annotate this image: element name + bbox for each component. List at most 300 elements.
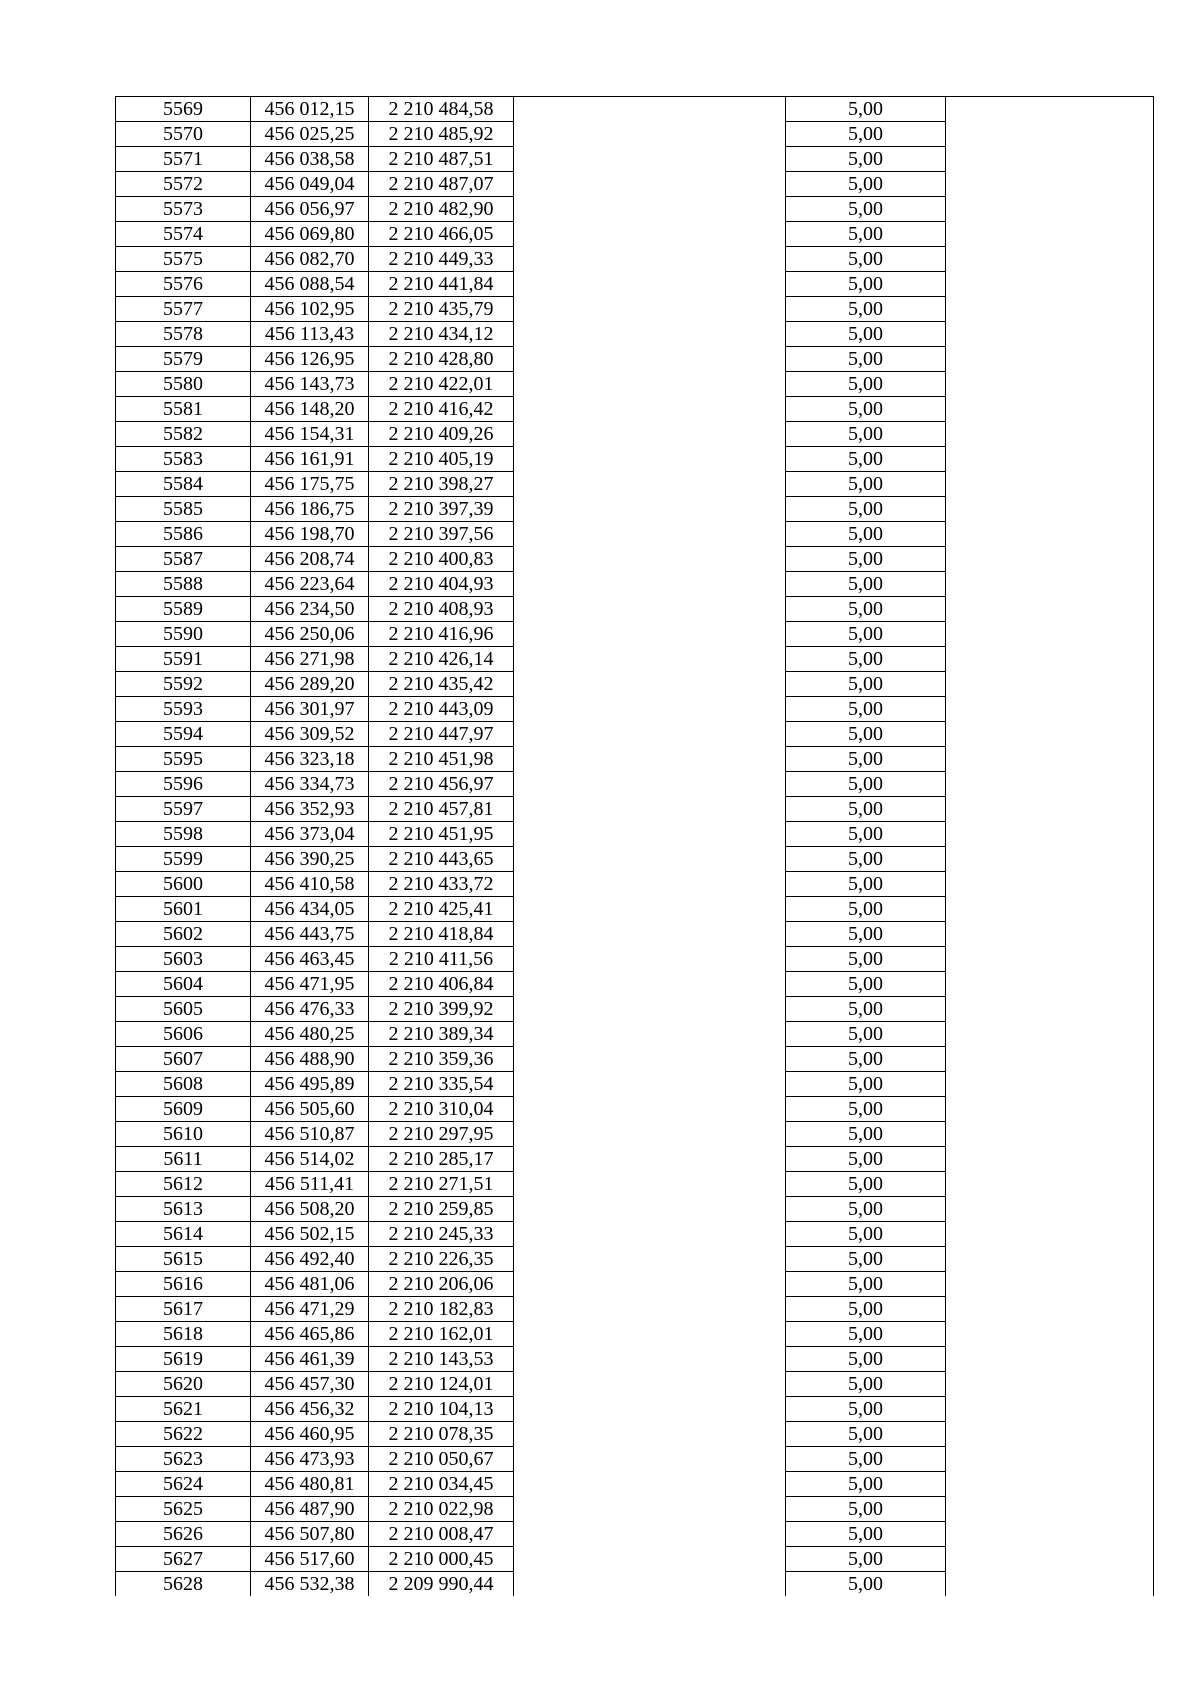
value-cell: 5,00 <box>786 472 946 497</box>
empty-cell <box>946 372 1154 397</box>
point-number-cell: 5575 <box>116 247 251 272</box>
x-coordinate-cell: 456 481,06 <box>251 1272 369 1297</box>
value-cell: 5,00 <box>786 422 946 447</box>
value-cell: 5,00 <box>786 747 946 772</box>
empty-cell <box>946 522 1154 547</box>
y-coordinate-cell: 2 210 449,33 <box>369 247 514 272</box>
point-number-cell: 5624 <box>116 1472 251 1497</box>
empty-cell <box>946 1397 1154 1422</box>
value-cell: 5,00 <box>786 172 946 197</box>
table-row <box>116 622 1154 647</box>
table-row <box>116 522 1154 547</box>
y-coordinate-cell: 2 210 451,98 <box>369 747 514 772</box>
table-row <box>116 597 1154 622</box>
value-cell: 5,00 <box>786 272 946 297</box>
table-row <box>116 447 1154 472</box>
empty-cell <box>514 572 786 597</box>
y-coordinate-cell: 2 210 405,19 <box>369 447 514 472</box>
empty-cell <box>514 122 786 147</box>
x-coordinate-cell: 456 457,30 <box>251 1372 369 1397</box>
y-coordinate-cell: 2 210 182,83 <box>369 1297 514 1322</box>
empty-cell <box>514 347 786 372</box>
table-row <box>116 572 1154 597</box>
point-number-cell: 5597 <box>116 797 251 822</box>
y-coordinate-cell: 2 210 104,13 <box>369 1397 514 1422</box>
table-row <box>116 1072 1154 1097</box>
x-coordinate-cell: 456 510,87 <box>251 1122 369 1147</box>
empty-cell <box>514 247 786 272</box>
x-coordinate-cell: 456 154,31 <box>251 422 369 447</box>
point-number-cell: 5591 <box>116 647 251 672</box>
empty-cell <box>514 1322 786 1347</box>
x-coordinate-cell: 456 460,95 <box>251 1422 369 1447</box>
point-number-cell: 5576 <box>116 272 251 297</box>
table-row <box>116 372 1154 397</box>
empty-cell <box>946 1572 1154 1597</box>
empty-cell <box>946 1172 1154 1197</box>
table-row <box>116 647 1154 672</box>
empty-cell <box>946 1222 1154 1247</box>
table-row <box>116 672 1154 697</box>
empty-cell <box>514 1347 786 1372</box>
x-coordinate-cell: 456 250,06 <box>251 622 369 647</box>
x-coordinate-cell: 456 082,70 <box>251 247 369 272</box>
table-row <box>116 897 1154 922</box>
point-number-cell: 5580 <box>116 372 251 397</box>
x-coordinate-cell: 456 126,95 <box>251 347 369 372</box>
empty-cell <box>946 1197 1154 1222</box>
empty-cell <box>946 197 1154 222</box>
x-coordinate-cell: 456 186,75 <box>251 497 369 522</box>
empty-cell <box>946 1547 1154 1572</box>
value-cell: 5,00 <box>786 1447 946 1472</box>
empty-cell <box>946 347 1154 372</box>
empty-cell <box>514 372 786 397</box>
empty-cell <box>514 497 786 522</box>
x-coordinate-cell: 456 507,80 <box>251 1522 369 1547</box>
empty-cell <box>946 672 1154 697</box>
empty-cell <box>514 1422 786 1447</box>
point-number-cell: 5585 <box>116 497 251 522</box>
y-coordinate-cell: 2 210 466,05 <box>369 222 514 247</box>
coordinates-table-body <box>116 97 1154 1597</box>
empty-cell <box>514 1272 786 1297</box>
point-number-cell: 5584 <box>116 472 251 497</box>
point-number-cell: 5600 <box>116 872 251 897</box>
value-cell: 5,00 <box>786 897 946 922</box>
empty-cell <box>946 1122 1154 1147</box>
y-coordinate-cell: 2 210 457,81 <box>369 797 514 822</box>
empty-cell <box>514 1472 786 1497</box>
x-coordinate-cell: 456 289,20 <box>251 672 369 697</box>
table-row <box>116 1047 1154 1072</box>
y-coordinate-cell: 2 210 482,90 <box>369 197 514 222</box>
value-cell: 5,00 <box>786 247 946 272</box>
value-cell: 5,00 <box>786 1272 946 1297</box>
y-coordinate-cell: 2 210 389,34 <box>369 1022 514 1047</box>
point-number-cell: 5569 <box>116 97 251 122</box>
point-number-cell: 5586 <box>116 522 251 547</box>
value-cell: 5,00 <box>786 772 946 797</box>
empty-cell <box>946 1097 1154 1122</box>
y-coordinate-cell: 2 210 008,47 <box>369 1522 514 1547</box>
value-cell: 5,00 <box>786 522 946 547</box>
x-coordinate-cell: 456 461,39 <box>251 1347 369 1372</box>
point-number-cell: 5602 <box>116 922 251 947</box>
empty-cell <box>514 997 786 1022</box>
point-number-cell: 5615 <box>116 1247 251 1272</box>
x-coordinate-cell: 456 456,32 <box>251 1397 369 1422</box>
empty-cell <box>514 972 786 997</box>
y-coordinate-cell: 2 210 487,07 <box>369 172 514 197</box>
empty-cell <box>514 547 786 572</box>
x-coordinate-cell: 456 175,75 <box>251 472 369 497</box>
point-number-cell: 5605 <box>116 997 251 1022</box>
x-coordinate-cell: 456 198,70 <box>251 522 369 547</box>
table-row <box>116 997 1154 1022</box>
table-row <box>116 922 1154 947</box>
point-number-cell: 5608 <box>116 1072 251 1097</box>
empty-cell <box>946 822 1154 847</box>
x-coordinate-cell: 456 505,60 <box>251 1097 369 1122</box>
empty-cell <box>514 1572 786 1597</box>
value-cell: 5,00 <box>786 847 946 872</box>
empty-cell <box>514 422 786 447</box>
table-row <box>116 1547 1154 1572</box>
empty-cell <box>514 297 786 322</box>
x-coordinate-cell: 456 488,90 <box>251 1047 369 1072</box>
table-row <box>116 347 1154 372</box>
x-coordinate-cell: 456 161,91 <box>251 447 369 472</box>
value-cell: 5,00 <box>786 1572 946 1597</box>
point-number-cell: 5581 <box>116 397 251 422</box>
point-number-cell: 5628 <box>116 1572 251 1597</box>
point-number-cell: 5610 <box>116 1122 251 1147</box>
table-row <box>116 97 1154 122</box>
value-cell: 5,00 <box>786 1147 946 1172</box>
y-coordinate-cell: 2 210 124,01 <box>369 1372 514 1397</box>
table-row <box>116 147 1154 172</box>
empty-cell <box>514 947 786 972</box>
value-cell: 5,00 <box>786 647 946 672</box>
value-cell: 5,00 <box>786 1172 946 1197</box>
y-coordinate-cell: 2 210 425,41 <box>369 897 514 922</box>
point-number-cell: 5594 <box>116 722 251 747</box>
empty-cell <box>514 672 786 697</box>
x-coordinate-cell: 456 473,93 <box>251 1447 369 1472</box>
y-coordinate-cell: 2 210 359,36 <box>369 1047 514 1072</box>
value-cell: 5,00 <box>786 1122 946 1147</box>
table-row <box>116 297 1154 322</box>
x-coordinate-cell: 456 476,33 <box>251 997 369 1022</box>
empty-cell <box>514 522 786 547</box>
empty-cell <box>946 97 1154 122</box>
value-cell: 5,00 <box>786 1397 946 1422</box>
point-number-cell: 5616 <box>116 1272 251 1297</box>
y-coordinate-cell: 2 210 456,97 <box>369 772 514 797</box>
empty-cell <box>514 622 786 647</box>
value-cell: 5,00 <box>786 447 946 472</box>
table-row <box>116 1522 1154 1547</box>
point-number-cell: 5587 <box>116 547 251 572</box>
table-row <box>116 472 1154 497</box>
table-row <box>116 1022 1154 1047</box>
value-cell: 5,00 <box>786 397 946 422</box>
y-coordinate-cell: 2 210 443,09 <box>369 697 514 722</box>
empty-cell <box>946 1422 1154 1447</box>
value-cell: 5,00 <box>786 222 946 247</box>
empty-cell <box>946 647 1154 672</box>
y-coordinate-cell: 2 210 487,51 <box>369 147 514 172</box>
point-number-cell: 5589 <box>116 597 251 622</box>
y-coordinate-cell: 2 210 397,56 <box>369 522 514 547</box>
y-coordinate-cell: 2 210 162,01 <box>369 1322 514 1347</box>
empty-cell <box>514 1297 786 1322</box>
empty-cell <box>514 1047 786 1072</box>
x-coordinate-cell: 456 056,97 <box>251 197 369 222</box>
table-row <box>116 1097 1154 1122</box>
x-coordinate-cell: 456 038,58 <box>251 147 369 172</box>
x-coordinate-cell: 456 334,73 <box>251 772 369 797</box>
value-cell: 5,00 <box>786 997 946 1022</box>
empty-cell <box>514 647 786 672</box>
table-row <box>116 397 1154 422</box>
table-row <box>116 1422 1154 1447</box>
value-cell: 5,00 <box>786 1047 946 1072</box>
empty-cell <box>946 172 1154 197</box>
table-row <box>116 222 1154 247</box>
point-number-cell: 5619 <box>116 1347 251 1372</box>
table-row <box>116 1347 1154 1372</box>
y-coordinate-cell: 2 210 285,17 <box>369 1147 514 1172</box>
empty-cell <box>946 1497 1154 1522</box>
table-row <box>116 1297 1154 1322</box>
x-coordinate-cell: 456 480,25 <box>251 1022 369 1047</box>
value-cell: 5,00 <box>786 797 946 822</box>
x-coordinate-cell: 456 465,86 <box>251 1322 369 1347</box>
point-number-cell: 5595 <box>116 747 251 772</box>
table-row <box>116 822 1154 847</box>
y-coordinate-cell: 2 210 418,84 <box>369 922 514 947</box>
y-coordinate-cell: 2 210 297,95 <box>369 1122 514 1147</box>
x-coordinate-cell: 456 323,18 <box>251 747 369 772</box>
empty-cell <box>946 772 1154 797</box>
empty-cell <box>946 1022 1154 1047</box>
value-cell: 5,00 <box>786 872 946 897</box>
value-cell: 5,00 <box>786 197 946 222</box>
value-cell: 5,00 <box>786 947 946 972</box>
table-row <box>116 747 1154 772</box>
empty-cell <box>946 1272 1154 1297</box>
x-coordinate-cell: 456 234,50 <box>251 597 369 622</box>
point-number-cell: 5625 <box>116 1497 251 1522</box>
table-row <box>116 1122 1154 1147</box>
value-cell: 5,00 <box>786 297 946 322</box>
table-row <box>116 322 1154 347</box>
value-cell: 5,00 <box>786 1372 946 1397</box>
value-cell: 5,00 <box>786 1497 946 1522</box>
empty-cell <box>514 1372 786 1397</box>
empty-cell <box>514 1097 786 1122</box>
y-coordinate-cell: 2 210 434,12 <box>369 322 514 347</box>
empty-cell <box>946 222 1154 247</box>
point-number-cell: 5578 <box>116 322 251 347</box>
point-number-cell: 5617 <box>116 1297 251 1322</box>
value-cell: 5,00 <box>786 1097 946 1122</box>
x-coordinate-cell: 456 511,41 <box>251 1172 369 1197</box>
table-row <box>116 1372 1154 1397</box>
empty-cell <box>946 1472 1154 1497</box>
value-cell: 5,00 <box>786 1222 946 1247</box>
x-coordinate-cell: 456 208,74 <box>251 547 369 572</box>
table-row <box>116 1497 1154 1522</box>
empty-cell <box>946 847 1154 872</box>
empty-cell <box>946 322 1154 347</box>
empty-cell <box>514 147 786 172</box>
table-row <box>116 1572 1154 1597</box>
empty-cell <box>946 247 1154 272</box>
point-number-cell: 5603 <box>116 947 251 972</box>
empty-cell <box>514 747 786 772</box>
x-coordinate-cell: 456 271,98 <box>251 647 369 672</box>
y-coordinate-cell: 2 210 441,84 <box>369 272 514 297</box>
y-coordinate-cell: 2 210 335,54 <box>369 1072 514 1097</box>
empty-cell <box>946 272 1154 297</box>
table-row <box>116 272 1154 297</box>
value-cell: 5,00 <box>786 972 946 997</box>
y-coordinate-cell: 2 210 443,65 <box>369 847 514 872</box>
empty-cell <box>946 897 1154 922</box>
x-coordinate-cell: 456 502,15 <box>251 1222 369 1247</box>
table-row <box>116 1472 1154 1497</box>
x-coordinate-cell: 456 223,64 <box>251 572 369 597</box>
y-coordinate-cell: 2 210 433,72 <box>369 872 514 897</box>
empty-cell <box>514 222 786 247</box>
point-number-cell: 5570 <box>116 122 251 147</box>
value-cell: 5,00 <box>786 722 946 747</box>
empty-cell <box>946 422 1154 447</box>
empty-cell <box>514 1222 786 1247</box>
y-coordinate-cell: 2 210 271,51 <box>369 1172 514 1197</box>
y-coordinate-cell: 2 209 990,44 <box>369 1572 514 1597</box>
empty-cell <box>946 397 1154 422</box>
empty-cell <box>946 1247 1154 1272</box>
table-row <box>116 1322 1154 1347</box>
y-coordinate-cell: 2 210 310,04 <box>369 1097 514 1122</box>
point-number-cell: 5590 <box>116 622 251 647</box>
empty-cell <box>514 397 786 422</box>
empty-cell <box>946 597 1154 622</box>
point-number-cell: 5621 <box>116 1397 251 1422</box>
empty-cell <box>514 1247 786 1272</box>
point-number-cell: 5612 <box>116 1172 251 1197</box>
point-number-cell: 5574 <box>116 222 251 247</box>
empty-cell <box>946 1372 1154 1397</box>
value-cell: 5,00 <box>786 372 946 397</box>
table-row <box>116 797 1154 822</box>
point-number-cell: 5620 <box>116 1372 251 1397</box>
value-cell: 5,00 <box>786 1547 946 1572</box>
empty-cell <box>514 322 786 347</box>
y-coordinate-cell: 2 210 050,67 <box>369 1447 514 1472</box>
y-coordinate-cell: 2 210 485,92 <box>369 122 514 147</box>
x-coordinate-cell: 456 309,52 <box>251 722 369 747</box>
x-coordinate-cell: 456 517,60 <box>251 1547 369 1572</box>
table-row <box>116 1247 1154 1272</box>
value-cell: 5,00 <box>786 672 946 697</box>
empty-cell <box>514 1522 786 1547</box>
empty-cell <box>946 1297 1154 1322</box>
empty-cell <box>946 297 1154 322</box>
empty-cell <box>946 1447 1154 1472</box>
y-coordinate-cell: 2 210 398,27 <box>369 472 514 497</box>
x-coordinate-cell: 456 471,95 <box>251 972 369 997</box>
point-number-cell: 5622 <box>116 1422 251 1447</box>
y-coordinate-cell: 2 210 022,98 <box>369 1497 514 1522</box>
value-cell: 5,00 <box>786 1347 946 1372</box>
empty-cell <box>514 822 786 847</box>
value-cell: 5,00 <box>786 697 946 722</box>
empty-cell <box>946 447 1154 472</box>
table-row <box>116 197 1154 222</box>
value-cell: 5,00 <box>786 1247 946 1272</box>
point-number-cell: 5572 <box>116 172 251 197</box>
empty-cell <box>514 1397 786 1422</box>
empty-cell <box>946 1522 1154 1547</box>
table-row <box>116 1447 1154 1472</box>
empty-cell <box>514 472 786 497</box>
empty-cell <box>946 572 1154 597</box>
x-coordinate-cell: 456 352,93 <box>251 797 369 822</box>
x-coordinate-cell: 456 373,04 <box>251 822 369 847</box>
value-cell: 5,00 <box>786 1197 946 1222</box>
y-coordinate-cell: 2 210 400,83 <box>369 547 514 572</box>
value-cell: 5,00 <box>786 122 946 147</box>
x-coordinate-cell: 456 514,02 <box>251 1147 369 1172</box>
empty-cell <box>514 897 786 922</box>
y-coordinate-cell: 2 210 259,85 <box>369 1197 514 1222</box>
point-number-cell: 5623 <box>116 1447 251 1472</box>
y-coordinate-cell: 2 210 416,96 <box>369 622 514 647</box>
empty-cell <box>514 722 786 747</box>
empty-cell <box>946 472 1154 497</box>
empty-cell <box>514 172 786 197</box>
value-cell: 5,00 <box>786 322 946 347</box>
x-coordinate-cell: 456 113,43 <box>251 322 369 347</box>
empty-cell <box>514 1022 786 1047</box>
table-row <box>116 547 1154 572</box>
table-row <box>116 1272 1154 1297</box>
point-number-cell: 5618 <box>116 1322 251 1347</box>
y-coordinate-cell: 2 210 426,14 <box>369 647 514 672</box>
empty-cell <box>946 872 1154 897</box>
empty-cell <box>514 97 786 122</box>
x-coordinate-cell: 456 492,40 <box>251 1247 369 1272</box>
empty-cell <box>514 797 786 822</box>
empty-cell <box>514 1072 786 1097</box>
point-number-cell: 5599 <box>116 847 251 872</box>
point-number-cell: 5577 <box>116 297 251 322</box>
empty-cell <box>514 1122 786 1147</box>
point-number-cell: 5593 <box>116 697 251 722</box>
value-cell: 5,00 <box>786 1297 946 1322</box>
empty-cell <box>946 1147 1154 1172</box>
point-number-cell: 5611 <box>116 1147 251 1172</box>
point-number-cell: 5604 <box>116 972 251 997</box>
y-coordinate-cell: 2 210 428,80 <box>369 347 514 372</box>
x-coordinate-cell: 456 012,15 <box>251 97 369 122</box>
empty-cell <box>946 1072 1154 1097</box>
